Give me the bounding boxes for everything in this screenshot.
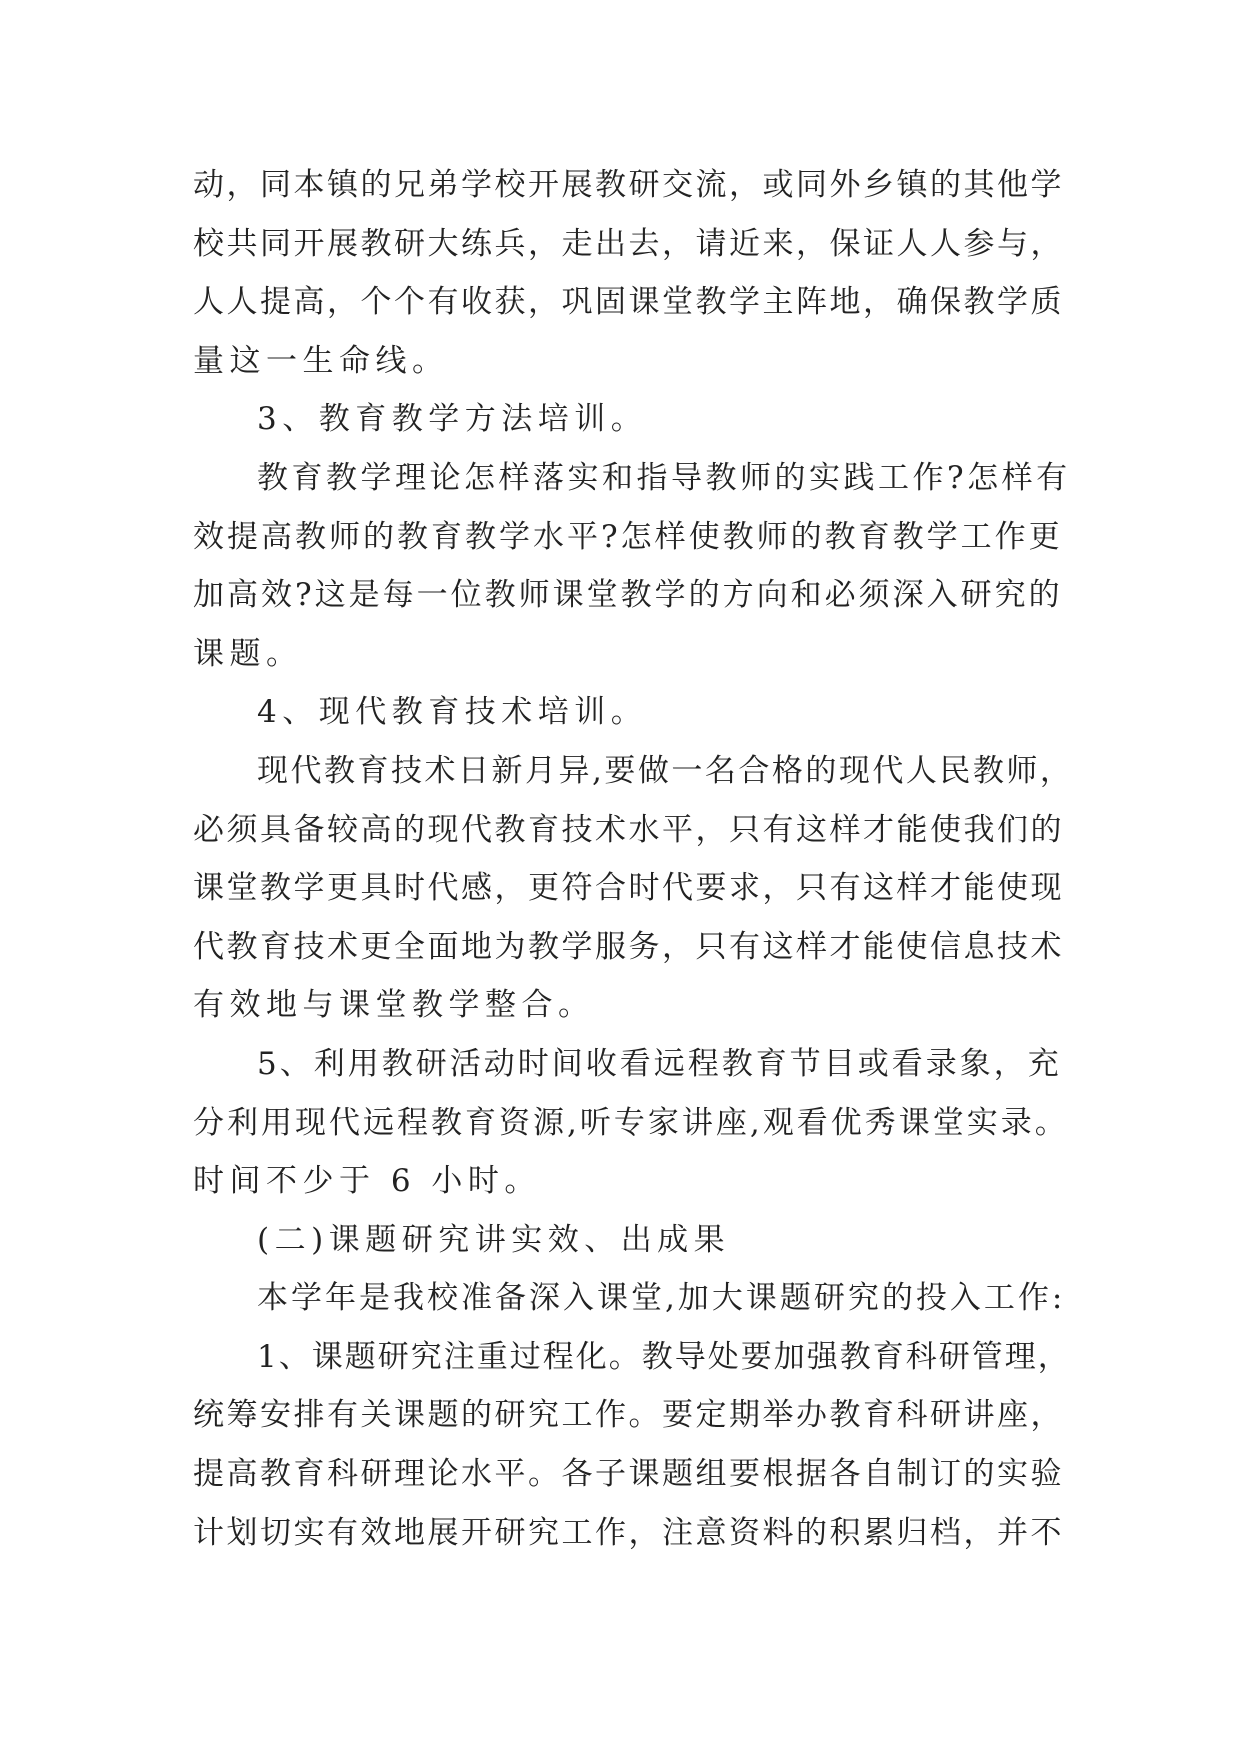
text-line: 动，同本镇的兄弟学校开展教研交流，或同外乡镇的其他学: [193, 167, 1064, 203]
text-line: 计划切实有效地展开研究工作，注意资料的积累归档，并不: [193, 1514, 1064, 1551]
text-line: 时间不少于 6 小时。: [193, 1163, 541, 1200]
text-line: 现代教育技术日新月异,要做一名合格的现代人民教师，: [257, 752, 1074, 789]
document-body: [193, 156, 1073, 1562]
text-line: 1、课题研究注重过程化。教导处要加强教育科研管理，: [257, 1338, 1071, 1375]
text-line: 4、现代教育技术培训。: [257, 694, 648, 731]
text-line: 量这一生命线。: [193, 342, 449, 379]
text-line: 代教育技术更全面地为教学服务，只有这样才能使信息技术: [193, 928, 1064, 965]
text-line: 提高教育科研理论水平。各子课题组要根据各自制订的实验: [193, 1456, 1064, 1493]
text-line: 教育教学理论怎样落实和指导教师的实践工作?怎样有: [257, 459, 1071, 496]
text-line: 5、利用教研活动时间收看远程教育节目或看录象，充: [257, 1045, 1062, 1082]
text-line: 分利用现代远程教育资源,听专家讲座,观看优秀课堂实录。: [193, 1104, 1069, 1141]
text-line: 校共同开展教研大练兵，走出去，请近来，保证人人参与，: [193, 225, 1064, 262]
text-line: 统筹安排有关课题的研究工作。要定期举办教育科研讲座，: [193, 1397, 1064, 1434]
text-line: 课堂教学更具时代感，更符合时代要求，只有这样才能使现: [193, 870, 1064, 907]
text-line: 课题。: [193, 635, 303, 672]
text-line: 效提高教师的教育教学水平?怎样使教师的教育教学工作更: [193, 518, 1063, 555]
text-line: 3、教育教学方法培训。: [257, 401, 648, 438]
text-line: 人人提高，个个有收获，巩固课堂教学主阵地，确保教学质: [193, 284, 1064, 321]
text-line: 本学年是我校准备深入课堂,加大课题研究的投入工作:: [257, 1280, 1066, 1317]
text-line: 加高效?这是每一位教师课堂教学的方向和必须深入研究的: [193, 577, 1063, 614]
text-line: (二)课题研究讲实效、出成果: [257, 1221, 731, 1258]
text-line: 必须具备较高的现代教育技术水平，只有这样才能使我们的: [193, 811, 1064, 848]
text-line: 有效地与课堂教学整合。: [193, 987, 595, 1024]
